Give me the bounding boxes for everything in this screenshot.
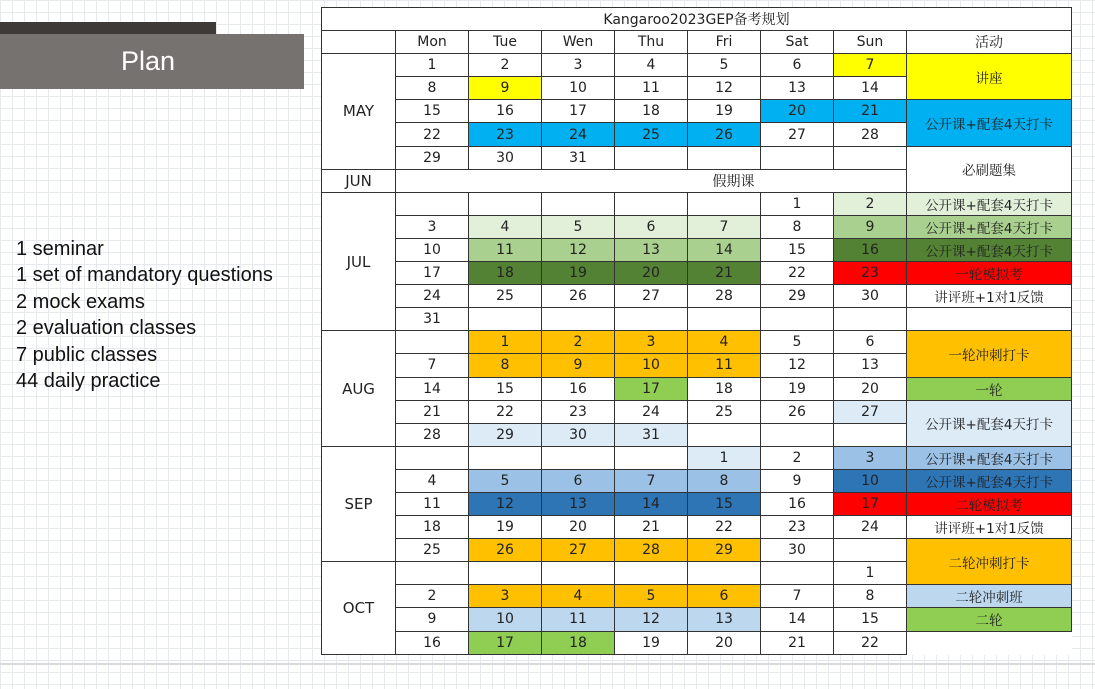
week-row bbox=[322, 262, 1072, 285]
schedule-table bbox=[321, 7, 1072, 655]
header-tue: Tue bbox=[469, 31, 542, 54]
day-cell: 13 bbox=[761, 77, 834, 100]
day-cell: 16 bbox=[542, 377, 615, 400]
day-cell: 16 bbox=[396, 631, 469, 654]
day-cell bbox=[615, 192, 688, 215]
table-title: Kangaroo2023GEP备考规划 bbox=[322, 8, 1072, 31]
day-cell bbox=[542, 308, 615, 331]
day-cell: 2 bbox=[761, 446, 834, 469]
day-cell: 11 bbox=[542, 608, 615, 631]
day-cell: 15 bbox=[396, 100, 469, 123]
day-cell: 25 bbox=[688, 400, 761, 423]
day-cell: 27 bbox=[761, 123, 834, 146]
summary-item: 1 seminar bbox=[16, 238, 104, 260]
day-cell: 7 bbox=[615, 469, 688, 492]
day-cell: 20 bbox=[688, 631, 761, 654]
day-cell: 5 bbox=[688, 54, 761, 77]
week-row bbox=[322, 631, 1072, 654]
week-row bbox=[322, 54, 1072, 77]
activity-cell: 二轮冲刺班 bbox=[907, 585, 1072, 608]
day-cell: 7 bbox=[761, 585, 834, 608]
day-cell: 18 bbox=[469, 262, 542, 285]
day-cell: 15 bbox=[834, 608, 907, 631]
day-cell: 1 bbox=[469, 331, 542, 354]
day-cell: 14 bbox=[834, 77, 907, 100]
day-cell bbox=[542, 192, 615, 215]
day-cell: 4 bbox=[615, 54, 688, 77]
day-cell: 3 bbox=[469, 585, 542, 608]
day-cell: 21 bbox=[396, 400, 469, 423]
day-cell: 22 bbox=[469, 400, 542, 423]
day-cell: 10 bbox=[615, 354, 688, 377]
day-cell: 15 bbox=[761, 238, 834, 261]
day-cell: 24 bbox=[615, 400, 688, 423]
day-cell: 27 bbox=[615, 285, 688, 308]
activity-cell: 二轮模拟考 bbox=[907, 492, 1072, 515]
day-cell: 5 bbox=[615, 585, 688, 608]
activity-cell: 二轮冲刺打卡 bbox=[907, 539, 1072, 585]
day-cell: 7 bbox=[396, 354, 469, 377]
day-cell: 26 bbox=[469, 539, 542, 562]
day-cell: 29 bbox=[396, 146, 469, 169]
day-cell: 11 bbox=[615, 77, 688, 100]
day-cell: 14 bbox=[761, 608, 834, 631]
day-cell: 7 bbox=[688, 215, 761, 238]
day-cell: 29 bbox=[761, 285, 834, 308]
month-label: OCT bbox=[322, 562, 396, 655]
activity-cell: 二轮 bbox=[907, 608, 1072, 631]
day-cell bbox=[469, 446, 542, 469]
day-cell: 8 bbox=[396, 77, 469, 100]
week-row bbox=[322, 285, 1072, 308]
day-cell: 25 bbox=[469, 285, 542, 308]
week-row bbox=[322, 192, 1072, 215]
day-cell: 4 bbox=[542, 585, 615, 608]
day-cell bbox=[615, 146, 688, 169]
header-wen: Wen bbox=[542, 31, 615, 54]
day-cell: 8 bbox=[688, 469, 761, 492]
day-cell: 3 bbox=[396, 215, 469, 238]
day-cell: 4 bbox=[688, 331, 761, 354]
day-cell: 13 bbox=[688, 608, 761, 631]
day-cell bbox=[688, 308, 761, 331]
day-cell bbox=[542, 446, 615, 469]
day-cell: 21 bbox=[834, 100, 907, 123]
day-cell: 16 bbox=[469, 100, 542, 123]
summary-item: 44 daily practice bbox=[16, 370, 161, 393]
week-row bbox=[322, 608, 1072, 631]
day-cell: 14 bbox=[615, 492, 688, 515]
week-row bbox=[322, 400, 1072, 423]
day-cell: 16 bbox=[761, 492, 834, 515]
day-cell: 10 bbox=[469, 608, 542, 631]
summary-item: 7 public classes bbox=[16, 343, 158, 366]
month-label: AUG bbox=[322, 331, 396, 446]
week-row bbox=[322, 308, 1072, 331]
summary-item: 2 mock exams bbox=[16, 290, 145, 313]
week-row bbox=[322, 585, 1072, 608]
day-cell: 3 bbox=[542, 54, 615, 77]
day-cell: 10 bbox=[396, 238, 469, 261]
activity-cell: 公开课+配套4天打卡 bbox=[907, 238, 1072, 261]
month-label: MAY bbox=[322, 54, 396, 169]
day-cell: 19 bbox=[688, 100, 761, 123]
day-cell: 17 bbox=[834, 492, 907, 515]
day-cell: 10 bbox=[834, 469, 907, 492]
day-cell: 17 bbox=[396, 262, 469, 285]
day-cell: 18 bbox=[688, 377, 761, 400]
day-cell bbox=[761, 146, 834, 169]
day-cell: 13 bbox=[615, 238, 688, 261]
day-cell: 27 bbox=[834, 400, 907, 423]
corner-cell bbox=[322, 31, 396, 54]
day-cell bbox=[469, 562, 542, 585]
day-cell bbox=[615, 308, 688, 331]
day-cell: 31 bbox=[615, 423, 688, 446]
week-row bbox=[322, 100, 1072, 123]
day-cell: 18 bbox=[396, 516, 469, 539]
day-cell bbox=[396, 562, 469, 585]
day-cell: 4 bbox=[469, 215, 542, 238]
day-cell: 28 bbox=[688, 285, 761, 308]
day-cell: 21 bbox=[615, 516, 688, 539]
day-cell: 28 bbox=[834, 123, 907, 146]
week-row bbox=[322, 516, 1072, 539]
day-cell: 22 bbox=[761, 262, 834, 285]
day-cell: 14 bbox=[396, 377, 469, 400]
day-cell bbox=[469, 192, 542, 215]
header-thu: Thu bbox=[615, 31, 688, 54]
summary-item: 1 set of mandatory questions bbox=[16, 264, 273, 287]
day-cell: 13 bbox=[834, 354, 907, 377]
day-cell: 2 bbox=[469, 54, 542, 77]
day-cell bbox=[761, 423, 834, 446]
activity-cell: 公开课+配套4天打卡 bbox=[907, 100, 1072, 146]
day-cell: 3 bbox=[834, 446, 907, 469]
day-cell: 19 bbox=[542, 262, 615, 285]
day-cell: 30 bbox=[542, 423, 615, 446]
day-cell: 9 bbox=[469, 77, 542, 100]
day-cell: 2 bbox=[834, 192, 907, 215]
activity-cell: 讲座 bbox=[907, 54, 1072, 100]
day-cell: 18 bbox=[542, 631, 615, 654]
day-cell: 5 bbox=[542, 215, 615, 238]
day-cell bbox=[834, 308, 907, 331]
title-row bbox=[322, 8, 1072, 31]
month-label: SEP bbox=[322, 446, 396, 561]
day-cell: 17 bbox=[615, 377, 688, 400]
day-cell: 15 bbox=[688, 492, 761, 515]
week-row bbox=[322, 146, 1072, 169]
day-cell bbox=[469, 308, 542, 331]
day-cell: 12 bbox=[469, 492, 542, 515]
day-cell bbox=[396, 331, 469, 354]
plan-title: Plan bbox=[120, 46, 176, 76]
activity-cell: 必刷题集 bbox=[907, 146, 1072, 192]
day-cell: 1 bbox=[761, 192, 834, 215]
activity-cell: 公开课+配套4天打卡 bbox=[907, 192, 1072, 215]
day-cell: 27 bbox=[542, 539, 615, 562]
day-cell: 12 bbox=[761, 354, 834, 377]
day-cell: 7 bbox=[834, 54, 907, 77]
day-cell: 23 bbox=[834, 262, 907, 285]
day-cell: 6 bbox=[542, 469, 615, 492]
day-cell: 21 bbox=[761, 631, 834, 654]
day-cell: 8 bbox=[761, 215, 834, 238]
day-cell bbox=[688, 146, 761, 169]
day-cell bbox=[834, 146, 907, 169]
day-cell: 18 bbox=[615, 100, 688, 123]
week-row bbox=[322, 331, 1072, 354]
week-row bbox=[322, 492, 1072, 515]
summary-item: 2 evaluation classes bbox=[16, 317, 197, 340]
week-row bbox=[322, 377, 1072, 400]
day-cell: 25 bbox=[615, 123, 688, 146]
day-cell: 20 bbox=[542, 516, 615, 539]
activity-cell: 公开课+配套4天打卡 bbox=[907, 446, 1072, 469]
bottom-divider bbox=[0, 663, 1095, 665]
day-cell: 26 bbox=[688, 123, 761, 146]
day-cell: 28 bbox=[615, 539, 688, 562]
header-row bbox=[322, 31, 1072, 54]
day-cell: 11 bbox=[396, 492, 469, 515]
day-cell: 14 bbox=[688, 238, 761, 261]
plan-summary bbox=[16, 236, 316, 394]
header-sun: Sun bbox=[834, 31, 907, 54]
week-row bbox=[322, 169, 1072, 192]
header-sat: Sat bbox=[761, 31, 834, 54]
activity-cell: 公开课+配套4天打卡 bbox=[907, 215, 1072, 238]
day-cell: 24 bbox=[396, 285, 469, 308]
day-cell: 9 bbox=[761, 469, 834, 492]
day-cell: 12 bbox=[688, 77, 761, 100]
day-cell bbox=[396, 446, 469, 469]
day-cell: 24 bbox=[542, 123, 615, 146]
day-cell bbox=[615, 446, 688, 469]
activity-cell: 一轮模拟考 bbox=[907, 262, 1072, 285]
day-cell: 8 bbox=[469, 354, 542, 377]
day-cell: 29 bbox=[469, 423, 542, 446]
day-cell: 10 bbox=[542, 77, 615, 100]
day-cell: 13 bbox=[542, 492, 615, 515]
day-cell: 1 bbox=[688, 446, 761, 469]
day-cell bbox=[688, 423, 761, 446]
day-cell: 2 bbox=[542, 331, 615, 354]
day-cell: 23 bbox=[542, 400, 615, 423]
day-cell: 25 bbox=[396, 539, 469, 562]
week-row bbox=[322, 539, 1072, 562]
day-cell: 20 bbox=[761, 100, 834, 123]
month-label: JUN bbox=[322, 169, 396, 192]
activity-cell bbox=[907, 308, 1072, 331]
activity-cell: 讲评班+1对1反馈 bbox=[907, 516, 1072, 539]
day-cell: 19 bbox=[615, 631, 688, 654]
day-cell: 26 bbox=[761, 400, 834, 423]
day-cell bbox=[542, 562, 615, 585]
day-cell bbox=[834, 423, 907, 446]
day-cell bbox=[761, 308, 834, 331]
day-cell: 6 bbox=[761, 54, 834, 77]
day-cell: 26 bbox=[542, 285, 615, 308]
day-cell: 6 bbox=[688, 585, 761, 608]
day-cell: 1 bbox=[834, 562, 907, 585]
activity-cell: 一轮 bbox=[907, 377, 1072, 400]
week-row bbox=[322, 469, 1072, 492]
day-cell: 24 bbox=[834, 516, 907, 539]
day-cell: 9 bbox=[834, 215, 907, 238]
day-cell: 20 bbox=[834, 377, 907, 400]
day-cell: 16 bbox=[834, 238, 907, 261]
day-cell: 30 bbox=[834, 285, 907, 308]
day-cell: 21 bbox=[688, 262, 761, 285]
day-cell: 9 bbox=[542, 354, 615, 377]
day-cell: 11 bbox=[469, 238, 542, 261]
day-cell: 31 bbox=[396, 308, 469, 331]
day-cell: 6 bbox=[615, 215, 688, 238]
week-row bbox=[322, 215, 1072, 238]
day-cell: 30 bbox=[469, 146, 542, 169]
day-cell: 4 bbox=[396, 469, 469, 492]
day-cell: 23 bbox=[469, 123, 542, 146]
day-cell bbox=[615, 562, 688, 585]
day-cell: 22 bbox=[834, 631, 907, 654]
activity-cell: 讲评班+1对1反馈 bbox=[907, 285, 1072, 308]
activity-cell: 公开课+配套4天打卡 bbox=[907, 400, 1072, 446]
holiday-cell: 假期课 bbox=[396, 169, 1072, 192]
day-cell: 19 bbox=[761, 377, 834, 400]
day-cell: 17 bbox=[469, 631, 542, 654]
day-cell: 15 bbox=[469, 377, 542, 400]
day-cell: 23 bbox=[761, 516, 834, 539]
plan-header bbox=[0, 34, 304, 89]
activity-cell: 一轮冲刺打卡 bbox=[907, 331, 1072, 377]
day-cell: 17 bbox=[542, 100, 615, 123]
day-cell bbox=[396, 192, 469, 215]
day-cell bbox=[834, 539, 907, 562]
month-label: JUL bbox=[322, 192, 396, 331]
day-cell: 2 bbox=[396, 585, 469, 608]
day-cell: 9 bbox=[396, 608, 469, 631]
day-cell: 12 bbox=[615, 608, 688, 631]
header-mon: Mon bbox=[396, 31, 469, 54]
day-cell bbox=[688, 192, 761, 215]
day-cell: 22 bbox=[396, 123, 469, 146]
day-cell: 5 bbox=[761, 331, 834, 354]
day-cell: 3 bbox=[615, 331, 688, 354]
day-cell bbox=[688, 562, 761, 585]
header-fri: Fri bbox=[688, 31, 761, 54]
day-cell: 30 bbox=[761, 539, 834, 562]
day-cell: 28 bbox=[396, 423, 469, 446]
header-activity: 活动 bbox=[907, 31, 1072, 54]
day-cell: 31 bbox=[542, 146, 615, 169]
day-cell: 8 bbox=[834, 585, 907, 608]
day-cell: 20 bbox=[615, 262, 688, 285]
week-row bbox=[322, 238, 1072, 261]
day-cell: 11 bbox=[688, 354, 761, 377]
activity-cell: 公开课+配套4天打卡 bbox=[907, 469, 1072, 492]
day-cell: 19 bbox=[469, 516, 542, 539]
day-cell: 1 bbox=[396, 54, 469, 77]
day-cell: 6 bbox=[834, 331, 907, 354]
day-cell: 12 bbox=[542, 238, 615, 261]
day-cell bbox=[761, 562, 834, 585]
week-row bbox=[322, 446, 1072, 469]
day-cell: 5 bbox=[469, 469, 542, 492]
schedule-body bbox=[322, 8, 1072, 655]
plan-header-accent bbox=[0, 22, 216, 34]
day-cell: 22 bbox=[688, 516, 761, 539]
day-cell: 29 bbox=[688, 539, 761, 562]
